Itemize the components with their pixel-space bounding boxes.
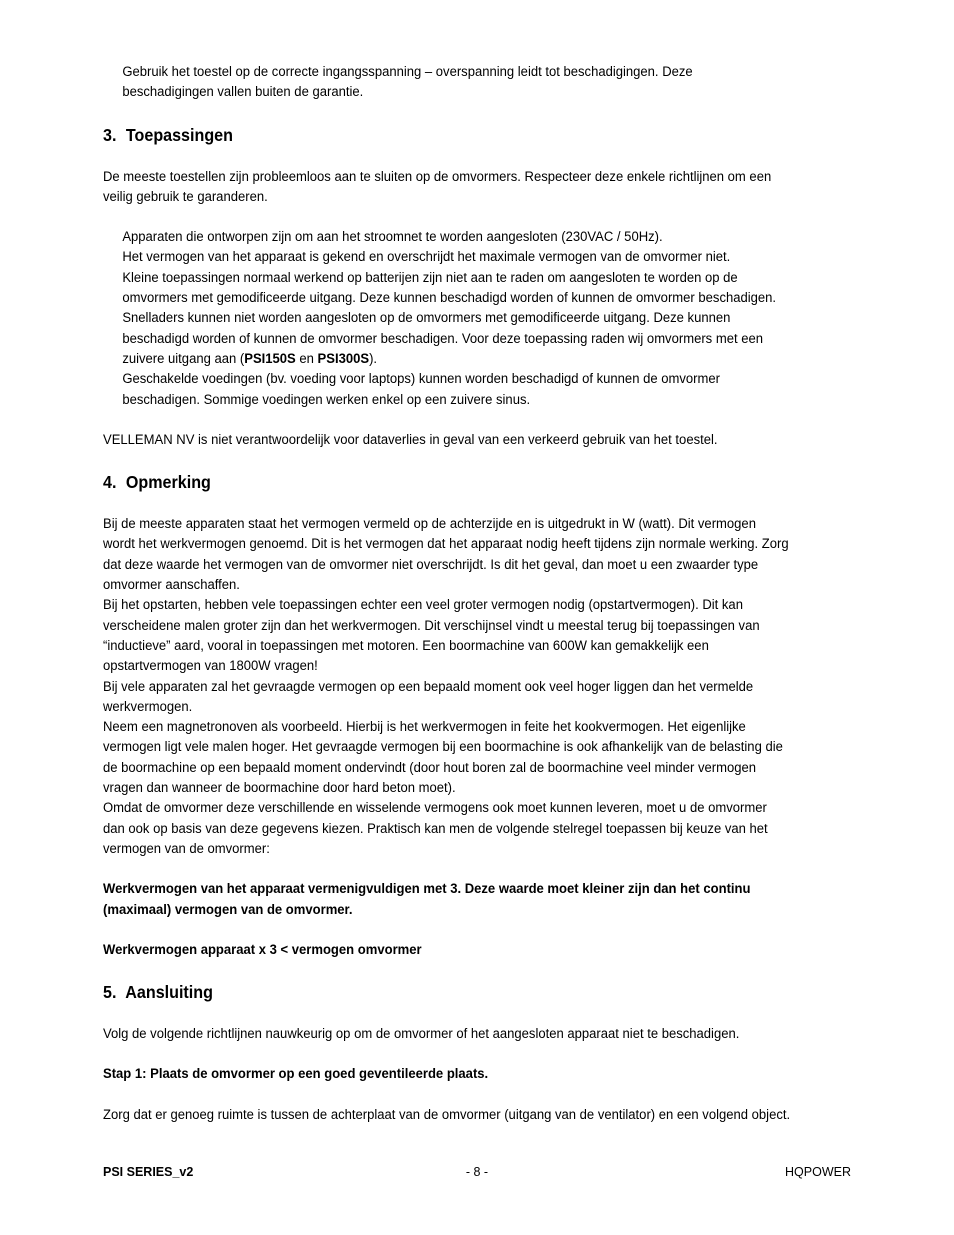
section-5-number: 5.: [103, 982, 117, 1003]
section-4-paragraph: Bij de meeste apparaten staat het vermogen vermeld op de achterzijde en is uitgedrukt in W (watt). Dit vermogen wordt het werkvermogen genoemd. Dit is het vermogen dat het apparaat nodig heeft tijdens zijn normale werking. Zorg dat deze waarde het vermogen van de omvormer niet overschrijdt. Is dit het geval, dan moet u een zwaarder type omvormer aanschaffen.: [103, 516, 789, 594]
model-psi150s: PSI150S: [244, 350, 296, 367]
page-number: - 8 -: [465, 1165, 489, 1179]
section-5-heading: [103, 980, 791, 1004]
section-5-title: Aansluiting: [125, 982, 213, 1003]
step-1-heading: Stap 1: Plaats de omvormer op een goed geventileerde plaats.: [103, 1066, 489, 1083]
section-3-number: 3.: [103, 124, 117, 145]
section-4-paragraph: Omdat de omvormer deze verschillende en wisselende vermogens ook moet kunnen leveren, moet u de omvormer dan ook op basis van deze gegevens kiezen. Praktisch kan men de volgende stelregel toepassen bij keuze van het vermogen van de omvormer:: [103, 800, 768, 857]
section-5-intro: Volg de volgende richtlijnen nauwkeurig op om de omvormer of het aangesloten apparaat niet te beschadigen.: [103, 1026, 740, 1043]
section-4-title: Opmerking: [125, 472, 211, 493]
list-item: Apparaten die ontworpen zijn om aan het stroomnet te worden aangesloten (230VAC / 50Hz).: [122, 229, 663, 246]
rule-text: Werkvermogen van het apparaat vermenigvuldigen met 3. Deze waarde moet kleiner zijn dan het continu (maximaal) vermogen van de omvormer.: [103, 881, 751, 918]
disclaimer: VELLEMAN NV is niet verantwoordelijk voor dataverlies in geval van een verkeerd gebruik van het toestel.: [103, 431, 718, 448]
list-item: Geschakelde voedingen (bv. voeding voor laptops) kunnen worden beschadigd of kunnen de omvormer beschadigen. Sommige voedingen werken enkel op een zuivere sinus.: [122, 371, 720, 408]
step-1-text: Zorg dat er genoeg ruimte is tussen de achterplaat van de omvormer (uitgang van de ventilator) en een volgend object.: [103, 1106, 791, 1123]
intro-line-1: Gebruik het toestel op de correcte ingangsspanning – overspanning leidt tot beschadigingen. Deze: [122, 64, 693, 80]
model-psi300s: PSI300S: [317, 350, 370, 367]
footer-series: PSI SERIES_v2: [103, 1165, 194, 1179]
list-item: Het vermogen van het apparaat is gekend en overschrijdt het maximale vermogen van de omvormer niet.: [122, 249, 731, 266]
section-3-heading: [103, 123, 791, 147]
list-item: Kleine toepassingen normaal werkend op batterijen zijn niet aan te raden om aangesloten te worden op de omvormers met gemodificeerde uitgang. Deze kunnen beschadigd worden of kunnen de omvormer beschadigen.: [122, 269, 777, 307]
section-3-intro: De meeste toestellen zijn probleemloos aan te sluiten op de omvormers. Respecteer deze enkele richtlijnen om een veilig gebruik te garanderen.: [103, 168, 772, 205]
section-4-number: 4.: [103, 472, 117, 493]
section-4-heading: [103, 470, 791, 494]
section-4-paragraph: Neem een magnetronoven als voorbeeld. Hierbij is het werkvermogen in feite het kookvermogen. Het eigenlijke vermogen ligt vele malen hoger. Het gevraagde vermogen bij een boormachine is ook afhankelijk van de belasting die de boormachine op een bepaald moment ondervindt (door hout boren zal de boormachine veel minder vermogen vragen dan wanneer de boormachine door hard beton moet).: [103, 719, 783, 797]
list-item-chargers: [122, 308, 791, 369]
chargers-end: ).: [369, 350, 378, 367]
chargers-text: Snelladers kunnen niet worden aangesloten op de omvormers met gemodificeerde uitgang. Deze kunnen beschadigd worden of kunnen de omvormer beschadigen. Voor deze toepassing raden wij omvormers met een zuivere uitgang aan (: [122, 310, 763, 367]
chargers-and: en: [295, 350, 318, 367]
section-4-paragraph: Bij het opstarten, hebben vele toepassingen echter een veel groter vermogen nodig (opstartvermogen). Dit kan verscheidene malen groter zijn dan het werkvermogen. Dit verschijnsel vindt u meestal terug bij toepassingen van “inductieve” aard, vooral in toepassingen met motoren. Een boormachine van 600W kan gemakkelijk een opstartvermogen van 1800W vragen!: [103, 597, 760, 675]
footer-brand: HQPOWER: [785, 1165, 851, 1179]
section-4-paragraph: Bij vele apparaten zal het gevraagde vermogen op een bepaald moment ook veel hoger liggen dan het vermelde werkvermogen.: [103, 678, 754, 715]
page-content: [103, 62, 791, 1125]
page-footer: [103, 1165, 851, 1181]
intro-line-2: beschadigingen vallen buiten de garantie.: [122, 84, 364, 101]
formula-text: Werkvermogen apparaat x 3 < vermogen omvormer: [103, 941, 422, 958]
section-3-title: Toepassingen: [125, 124, 233, 145]
section-3-list: [103, 227, 791, 410]
